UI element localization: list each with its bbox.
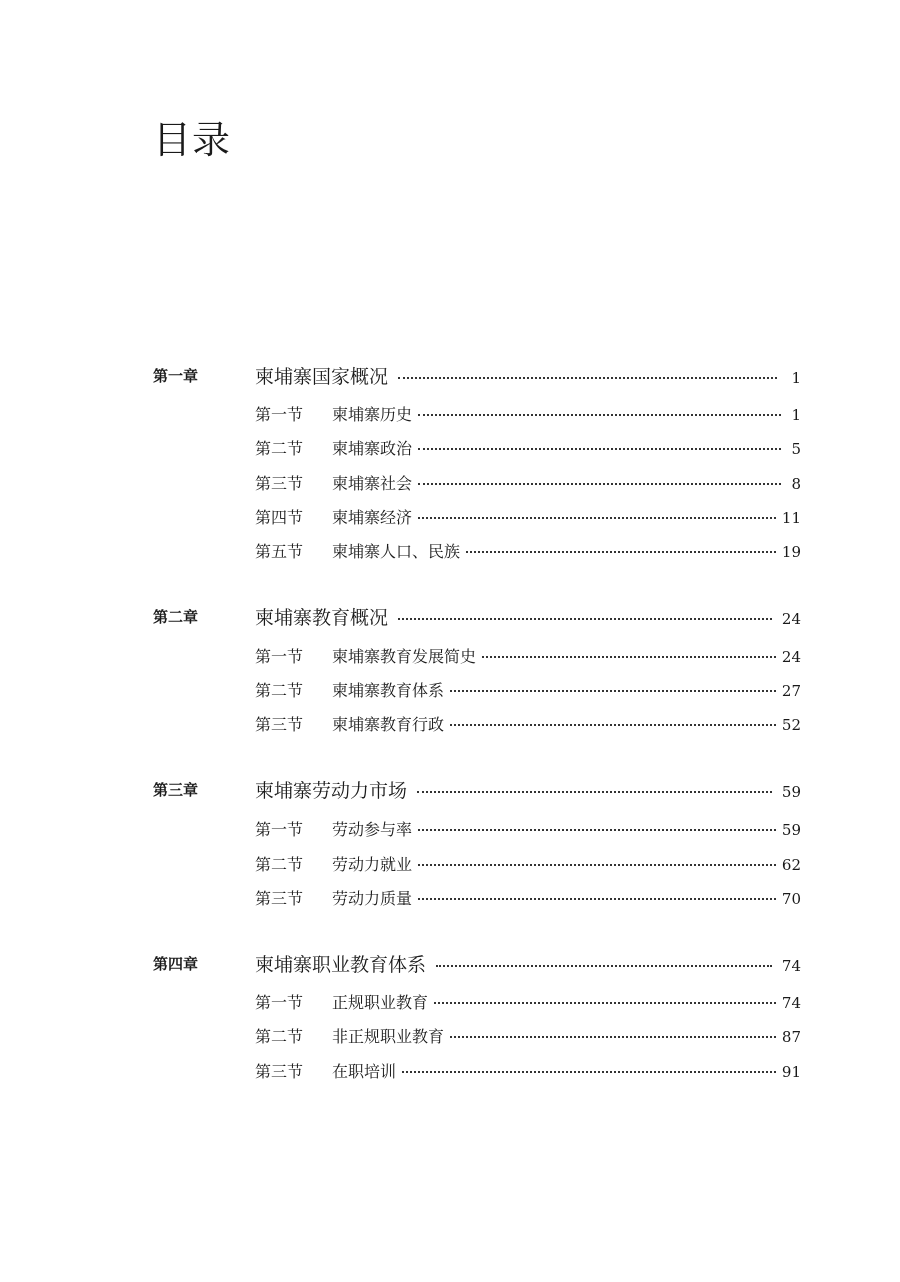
section-number: 第一节 [255, 405, 304, 424]
chapter-label: 第二章 [153, 608, 199, 626]
page-number: 87 [781, 1028, 801, 1046]
section-entry[interactable] [255, 404, 801, 426]
section-entry[interactable] [255, 680, 801, 702]
page-number: 27 [781, 682, 801, 700]
section-number: 第二节 [255, 439, 304, 458]
section-entry[interactable] [255, 819, 801, 841]
dot-leader [450, 690, 776, 692]
page-number: 24 [781, 610, 801, 628]
dot-leader [417, 791, 772, 793]
dot-leader [398, 377, 777, 379]
section-entry[interactable] [255, 438, 801, 460]
chapter-title: 柬埔寨国家概况 [255, 366, 389, 388]
dot-leader [434, 1002, 776, 1004]
section-number: 第一节 [255, 820, 304, 839]
chapter-title: 柬埔寨职业教育体系 [255, 954, 427, 976]
page-number: 1 [791, 406, 801, 424]
section-number: 第五节 [255, 542, 304, 561]
section-number: 第三节 [255, 889, 304, 908]
dot-leader [418, 483, 781, 485]
dot-leader [418, 898, 776, 900]
page-number: 5 [791, 440, 801, 458]
section-number: 第四节 [255, 508, 304, 527]
page-number: 52 [781, 716, 801, 734]
dot-leader [398, 618, 772, 620]
chapter-label: 第四章 [153, 955, 199, 973]
section-title: 柬埔寨教育行政 [332, 715, 445, 734]
chapter-label: 第三章 [153, 781, 199, 799]
dot-leader [450, 1036, 776, 1038]
section-title: 劳动力就业 [332, 855, 413, 874]
section-entry[interactable] [255, 1026, 801, 1048]
chapter-entry[interactable] [255, 606, 801, 630]
section-number: 第三节 [255, 1062, 304, 1081]
chapter-label: 第一章 [153, 367, 199, 385]
dot-leader [418, 829, 776, 831]
section-entry[interactable] [255, 992, 801, 1014]
chapter-entry[interactable] [255, 779, 801, 803]
chapter-title: 柬埔寨教育概况 [255, 607, 389, 629]
dot-leader [418, 448, 781, 450]
section-number: 第二节 [255, 855, 304, 874]
page-number: 59 [781, 821, 801, 839]
section-title: 柬埔寨经济 [332, 508, 413, 527]
section-number: 第二节 [255, 681, 304, 700]
chapter-title: 柬埔寨劳动力市场 [255, 780, 408, 802]
dot-leader [436, 965, 772, 967]
dot-leader [418, 864, 776, 866]
page-number: 62 [781, 856, 801, 874]
chapter-entry[interactable] [255, 953, 801, 977]
dot-leader [418, 517, 776, 519]
page-number: 74 [781, 957, 801, 975]
dot-leader [402, 1071, 776, 1073]
section-number: 第一节 [255, 993, 304, 1012]
page-number: 19 [781, 543, 801, 561]
section-title: 柬埔寨教育发展简史 [332, 647, 477, 666]
section-entry[interactable] [255, 714, 801, 736]
dot-leader [418, 414, 781, 416]
section-entry[interactable] [255, 473, 801, 495]
section-title: 柬埔寨历史 [332, 405, 413, 424]
page-number: 24 [781, 648, 801, 666]
section-entry[interactable] [255, 646, 801, 668]
section-number: 第三节 [255, 715, 304, 734]
section-entry[interactable] [255, 541, 801, 563]
section-entry[interactable] [255, 854, 801, 876]
section-number: 第一节 [255, 647, 304, 666]
section-title: 在职培训 [332, 1062, 397, 1081]
chapter-entry[interactable] [255, 365, 801, 389]
dot-leader [466, 551, 776, 553]
page-number: 70 [781, 890, 801, 908]
page-number: 74 [781, 994, 801, 1012]
section-title: 柬埔寨政治 [332, 439, 413, 458]
page-number: 11 [781, 509, 801, 527]
section-title: 劳动参与率 [332, 820, 413, 839]
section-entry[interactable] [255, 888, 801, 910]
section-number: 第三节 [255, 474, 304, 493]
page-title: 目录 [153, 118, 232, 162]
section-title: 柬埔寨教育体系 [332, 681, 445, 700]
page-number: 91 [781, 1063, 801, 1081]
section-title: 非正规职业教育 [332, 1027, 445, 1046]
section-title: 柬埔寨社会 [332, 474, 413, 493]
section-title: 柬埔寨人口、民族 [332, 542, 461, 561]
section-title: 劳动力质量 [332, 889, 413, 908]
dot-leader [482, 656, 776, 658]
section-title: 正规职业教育 [332, 993, 429, 1012]
page-number: 1 [791, 369, 801, 387]
page-number: 8 [791, 475, 801, 493]
dot-leader [450, 724, 776, 726]
section-entry[interactable] [255, 507, 801, 529]
page-number: 59 [781, 783, 801, 801]
section-entry[interactable] [255, 1061, 801, 1083]
section-number: 第二节 [255, 1027, 304, 1046]
